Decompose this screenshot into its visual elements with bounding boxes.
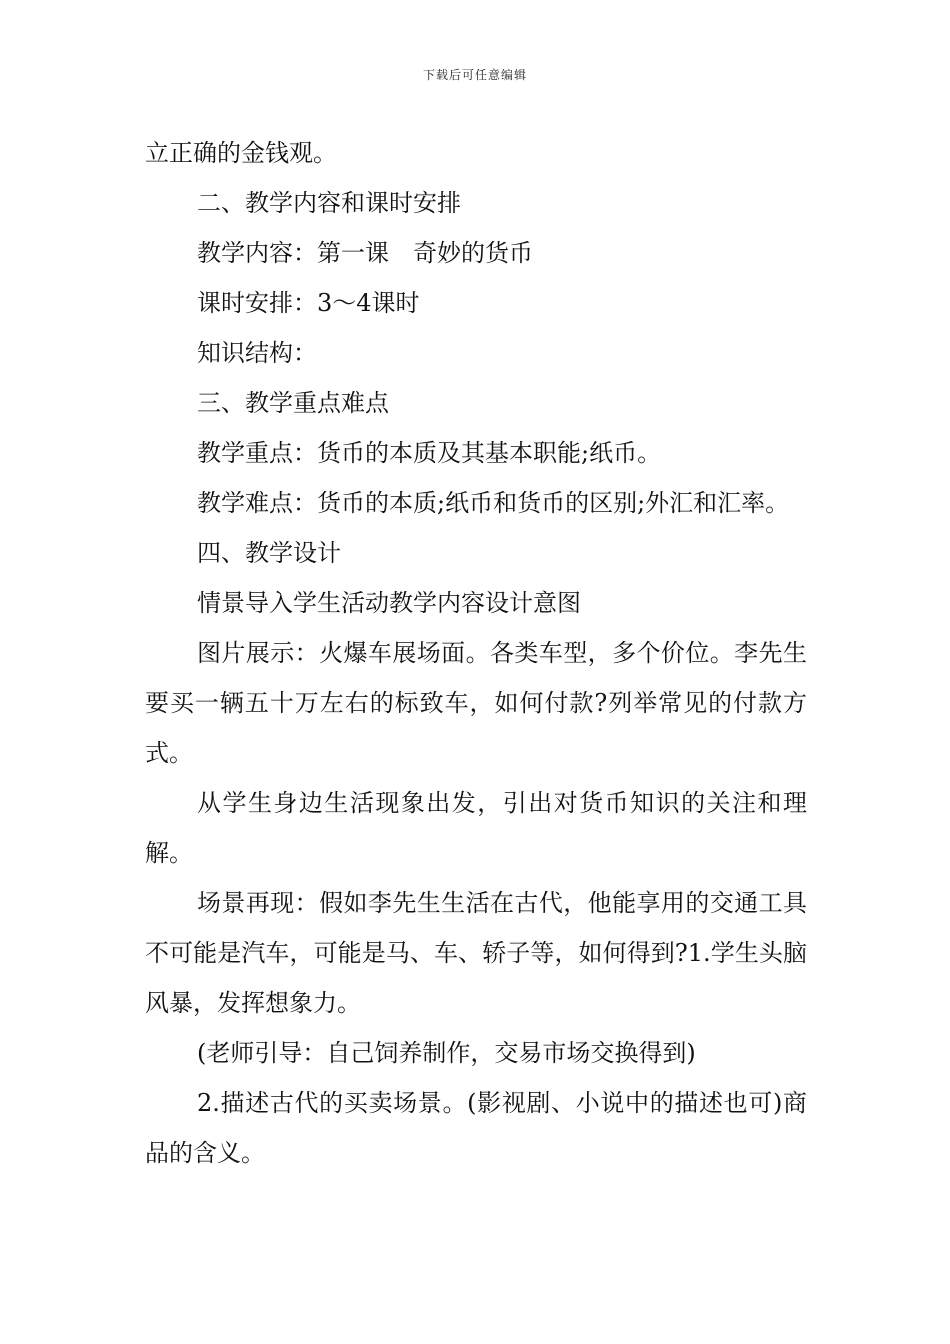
section-heading-3: 三、教学重点难点 bbox=[197, 389, 389, 417]
page-header-note: 下载后可任意编辑 bbox=[422, 68, 527, 82]
paragraph-class-hours: 课时安排：3～4课时 bbox=[197, 289, 420, 317]
paragraph-knowledge-structure: 知识结构： bbox=[197, 339, 317, 367]
paragraph-table-columns: 情景导入学生活动教学内容设计意图 bbox=[197, 589, 581, 617]
section-heading-2: 二、教学内容和课时安排 bbox=[197, 189, 461, 217]
paragraph-ancient-trade: 2.描述古代的买卖场景。(影视剧、小说中的描述也可)商品的含义。 bbox=[145, 1089, 807, 1167]
paragraph-difficult-points: 教学难点：货币的本质;纸币和货币的区别;外汇和汇率。 bbox=[197, 489, 790, 517]
paragraph-continuation: 立正确的金钱观。 bbox=[145, 139, 337, 167]
paragraph-design-intent: 从学生身边生活现象出发，引出对货币知识的关注和理解。 bbox=[145, 789, 807, 867]
document-body bbox=[145, 128, 807, 1178]
paragraph-scene-recreation: 场景再现：假如李先生生活在古代，他能享用的交通工具不可能是汽车，可能是马、车、轿子等，如何得到?1.学生头脑风暴，发挥想象力。 bbox=[145, 889, 807, 1017]
paragraph-teaching-content: 教学内容：第一课 奇妙的货币 bbox=[197, 239, 533, 267]
section-heading-4: 四、教学设计 bbox=[197, 539, 341, 567]
paragraph-picture-display: 图片展示：火爆车展场面。各类车型，多个价位。李先生要买一辆五十万左右的标致车，如何付款?列举常见的付款方式。 bbox=[145, 639, 807, 767]
paragraph-teacher-guidance: (老师引导：自己饲养制作，交易市场交换得到) bbox=[197, 1039, 696, 1067]
paragraph-key-points: 教学重点：货币的本质及其基本职能;纸币。 bbox=[197, 439, 662, 467]
